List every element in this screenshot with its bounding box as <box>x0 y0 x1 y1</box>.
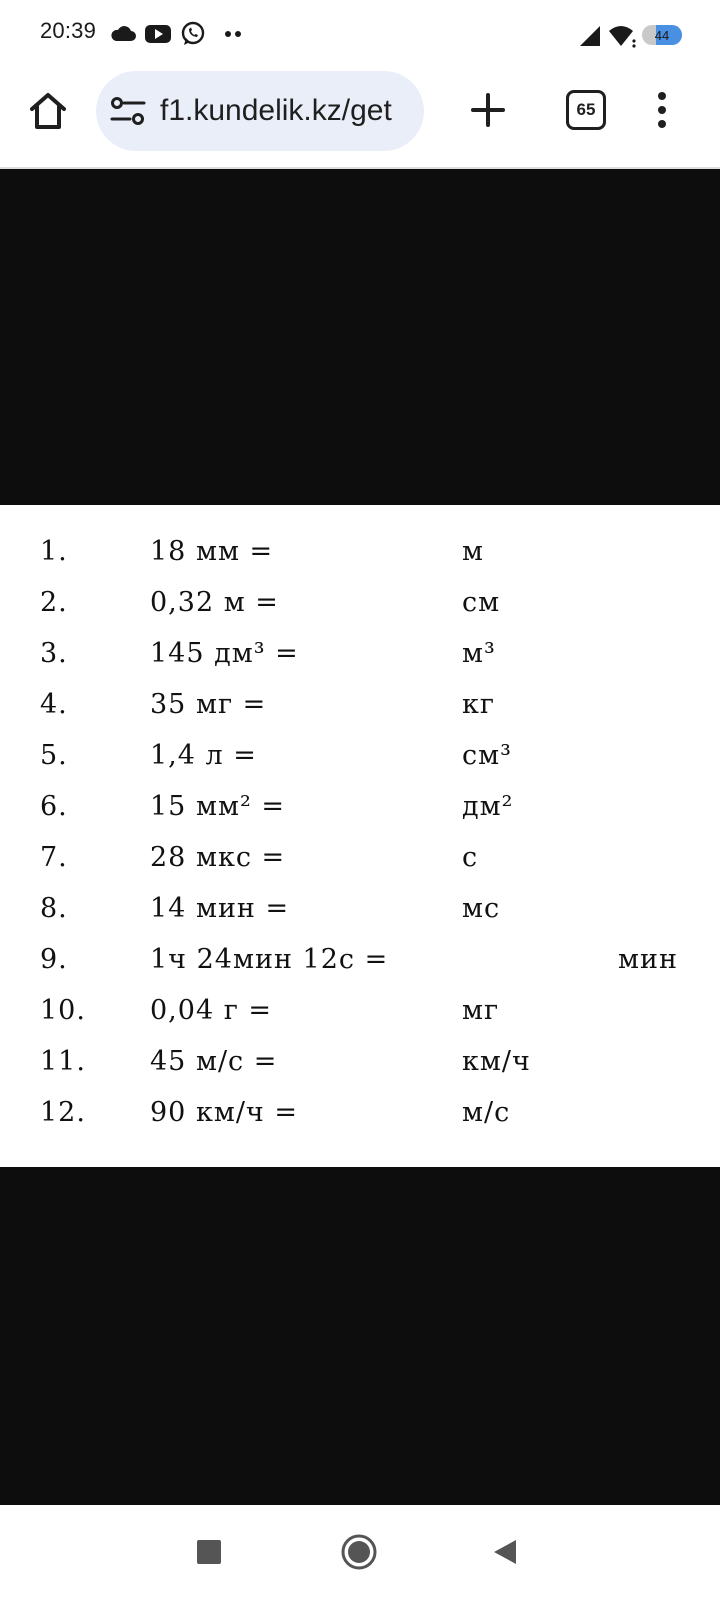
plus-icon[interactable] <box>470 92 506 128</box>
wifi-icon <box>608 24 638 48</box>
status-bar <box>0 0 720 68</box>
image-letterbox-top <box>0 169 720 505</box>
row-unit: км/ч <box>462 1046 531 1077</box>
exercise-row <box>0 832 720 883</box>
row-number: 9. <box>40 944 68 975</box>
exercise-row <box>0 934 720 985</box>
row-number: 10. <box>40 995 86 1026</box>
url-text[interactable]: f1.kundelik.kz/get <box>160 94 392 127</box>
battery-level: 44 <box>654 28 670 43</box>
row-unit: кг <box>462 689 496 720</box>
status-time: 20:39 <box>40 18 97 43</box>
whatsapp-icon <box>180 21 206 47</box>
row-number: 3. <box>40 638 68 669</box>
cellular-signal-icon <box>578 25 602 47</box>
exercise-row <box>0 883 720 934</box>
row-expression: 15 мм² = <box>150 791 285 822</box>
recents-square-icon[interactable] <box>196 1539 222 1565</box>
row-expression: 35 мг = <box>150 689 267 720</box>
row-number: 12. <box>40 1097 86 1128</box>
row-expression: 45 м/с = <box>150 1046 278 1077</box>
exercise-row <box>0 1087 720 1138</box>
row-expression: 14 мин = <box>150 893 290 924</box>
row-unit: мг <box>462 995 500 1026</box>
battery-icon <box>642 24 682 46</box>
row-number: 6. <box>40 791 68 822</box>
exercise-row <box>0 679 720 730</box>
browser-toolbar <box>0 68 720 168</box>
exercise-image <box>0 505 720 1167</box>
row-number: 5. <box>40 740 68 771</box>
row-unit: см <box>462 587 501 618</box>
row-number: 1. <box>40 536 68 567</box>
exercise-row <box>0 781 720 832</box>
exercise-row <box>0 526 720 577</box>
row-number: 8. <box>40 893 68 924</box>
row-unit: мин <box>618 944 678 975</box>
row-unit: м³ <box>462 638 496 669</box>
system-navigation-bar <box>0 1505 720 1600</box>
exercise-row <box>0 577 720 628</box>
youtube-icon <box>145 24 171 44</box>
exercise-row <box>0 985 720 1036</box>
row-expression: 0,32 м = <box>150 587 279 618</box>
row-expression: 1ч 24мин 12с = <box>150 944 389 975</box>
row-unit: с <box>462 842 479 873</box>
row-unit: см³ <box>462 740 512 771</box>
row-expression: 90 км/ч = <box>150 1097 298 1128</box>
row-expression: 145 дм³ = <box>150 638 299 669</box>
cloud-icon <box>110 24 136 42</box>
back-triangle-icon[interactable] <box>492 1538 518 1566</box>
site-settings-icon[interactable] <box>110 95 146 127</box>
exercise-row <box>0 1036 720 1087</box>
row-expression: 18 мм = <box>150 536 274 567</box>
tab-switcher-button[interactable] <box>566 90 606 130</box>
row-expression: 1,4 л = <box>150 740 257 771</box>
address-bar[interactable] <box>96 71 424 151</box>
row-number: 4. <box>40 689 68 720</box>
more-dots-icon <box>224 30 242 38</box>
row-expression: 0,04 г = <box>150 995 273 1026</box>
home-circle-icon[interactable] <box>341 1534 377 1570</box>
row-number: 2. <box>40 587 68 618</box>
tab-count: 65 <box>576 100 596 119</box>
row-number: 7. <box>40 842 68 873</box>
row-unit: мс <box>462 893 501 924</box>
row-expression: 28 мкс = <box>150 842 286 873</box>
row-unit: дм² <box>462 791 514 822</box>
home-icon[interactable] <box>28 92 68 130</box>
exercise-row <box>0 628 720 679</box>
row-unit: м/с <box>462 1097 511 1128</box>
row-unit: м <box>462 536 485 567</box>
kebab-menu-icon[interactable] <box>654 90 670 130</box>
row-number: 11. <box>40 1046 86 1077</box>
exercise-row <box>0 730 720 781</box>
image-letterbox-bottom <box>0 1167 720 1505</box>
